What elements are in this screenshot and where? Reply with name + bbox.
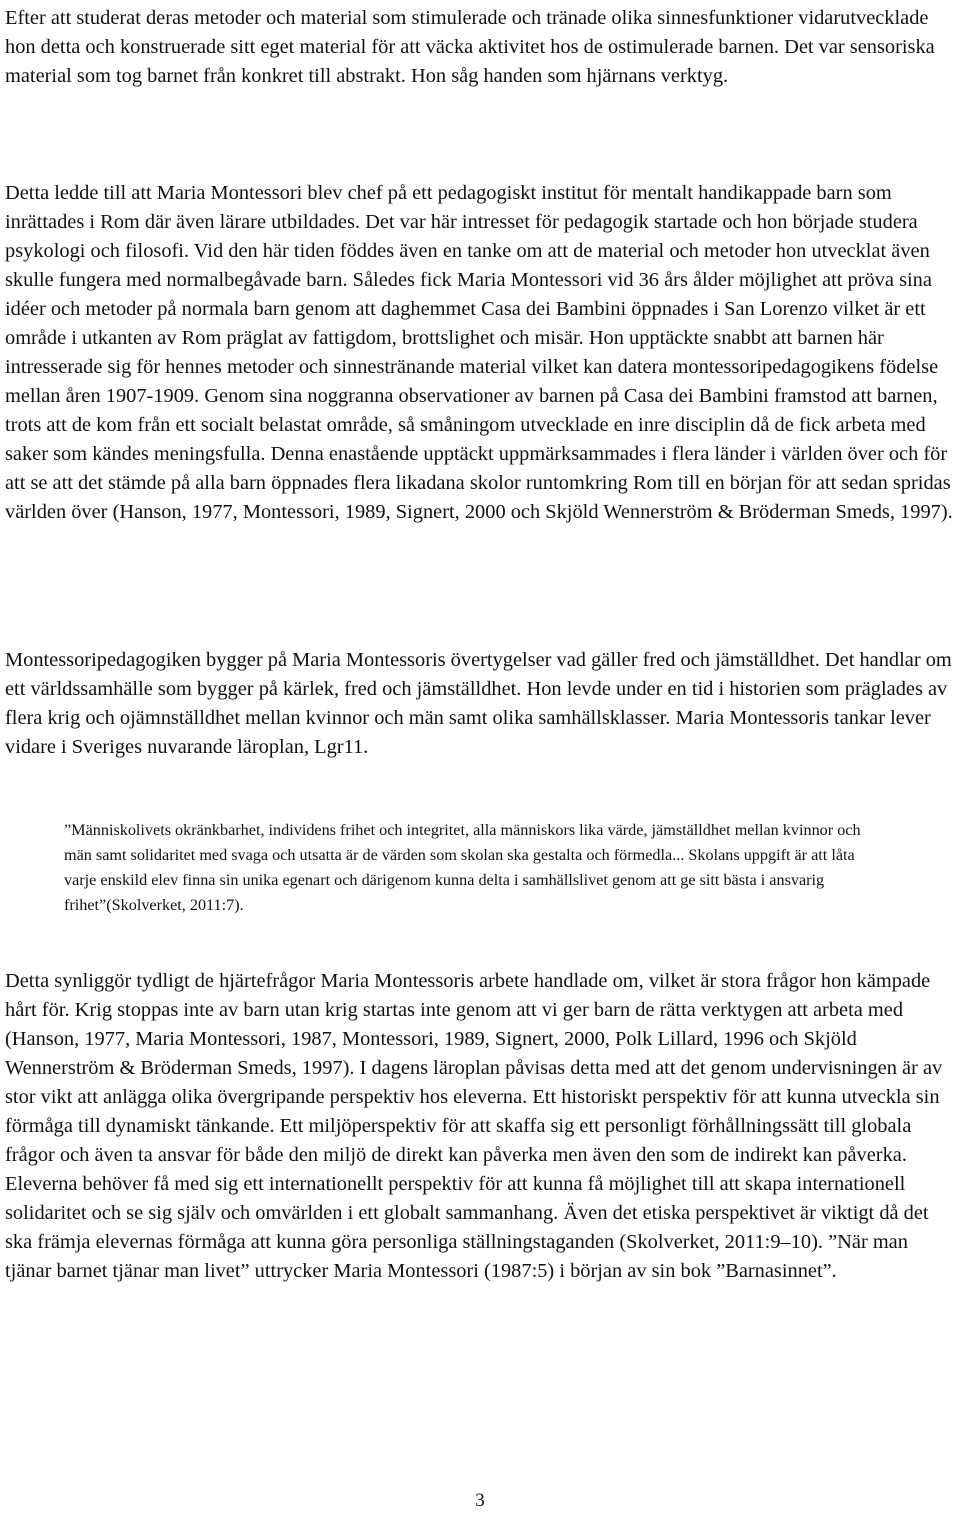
body-paragraph: Detta synliggör tydligt de hjärtefrågor Maria Montessoris arbete handlade om, vilket är stora frågor hon kämpade hårt för. Krig stoppas inte av barn utan krig startas inte genom att vi ger barn de rätta verktygen att arbeta med (Hanson, 1977, Maria Montessori, 1987, Montessori, 1989, Signert, 2000, Polk Lillard, 1996 och Skjöld Wennerström & Bröderman Smeds, 1997). I dagens läroplan påvisas detta med att det genom undervisningen är av stor vikt att anlägga olika övergripande perspektiv hos eleverna. Ett historiskt perspektiv för att kunna utveckla sin förmåga till dynamiskt tänkande. Ett miljöperspektiv för att skaffa sig ett personligt förhållningssätt till globala frågor och även ta ansvar för både den miljö de direkt kan påverka men även den som de indirekt kan påverka. Eleverna behöver få med sig ett internationellt perspektiv för att kunna få möjlighet till att skapa internationell solidaritet och se sig själv och omvärlden i ett globalt sammanhang. Även det etiska perspektivet är viktigt då det ska främja elevernas förmåga att kunna göra personliga ställningstaganden (Skolverket, 2011:9–10). ”När man tjänar barnet tjänar man livet” uttrycker Maria Montessori (1987:5) i början av sin bok ”Barnasinnet”. [5,970,943,1282]
page-number: 3 [475,1490,485,1511]
body-paragraph: Detta ledde till att Maria Montessori blev chef på ett pedagogiskt institut för mentalt handikappade barn som inrättades i Rom där även lärare utbildades. Det var här intresset för pedagogik startade och hon började studera psykologi och filosofi. Vid den här tiden föddes även en tanke om att de material och metoder hon utvecklat även skulle fungera med normalbegåvade barn. Således fick Maria Montessori vid 36 års ålder möjlighet att pröva sina idéer och metoder på normala barn genom att daghemmet Casa dei Bambini öppnades i San Lorenzo vilket är ett område i utkanten av Rom präglat av fattigdom, brottslighet och misär. Hon upptäckte snabbt att barnen här intresserade sig för hennes metoder och sinnestränande material vilket kan datera montessoripedagogikens födelse mellan åren 1907-1909. Genom sina noggranna observationer av barnen på Casa dei Bambini framstod att barnen, trots att de kom från ett socialt belastat område, så småningom utvecklade en inre disciplin då de fick arbeta med saker som kändes meningsfulla. Denna enastående upptäckt uppmärksammades i flera länder i världen över och för att se att det stämde på alla barn öppnades flera likadana skolor runtomkring Rom till en början för att sedan spridas världen över (Hanson, 1977, Montessori, 1989, Signert, 2000 och Skjöld Wennerström & Bröderman Smeds, 1997). [5,182,953,523]
body-paragraph: Efter att studerat deras metoder och material som stimulerade och tränade olika sinnesfunktioner vidarutvecklade hon detta och konstruerade sitt eget material för att väcka aktivitet hos de ostimulerade barnen. Det var sensoriska material som tog barnet från konkret till abstrakt. Hon såg handen som hjärnans verktyg. [5,7,935,87]
body-paragraph: Montessoripedagogiken bygger på Maria Montessoris övertygelser vad gäller fred och jämställdhet. Det handlar om ett världssamhälle som bygger på kärlek, fred och jämställdhet. Hon levde under en tid i historien som präglades av flera krig och ojämnställdhet mellan kvinnor och män samt olika samhällsklasser. Maria Montessoris tankar lever vidare i Sveriges nuvarande läroplan, Lgr11. [5,649,952,758]
block-quote: ”Människolivets okränkbarhet, individens frihet och integritet, alla människors lika värde, jämställdhet mellan kvinnor och män samt solidaritet med svaga och utsatta är de värden som skolan ska gestalta och förmedla... Skolans uppgift är att låta varje enskild elev finna sin unika egenart och därigenom kunna delta i samhällslivet genom att ge sitt bästa i ansvarig frihet”(Skolverket, 2011:7). [64,821,861,914]
